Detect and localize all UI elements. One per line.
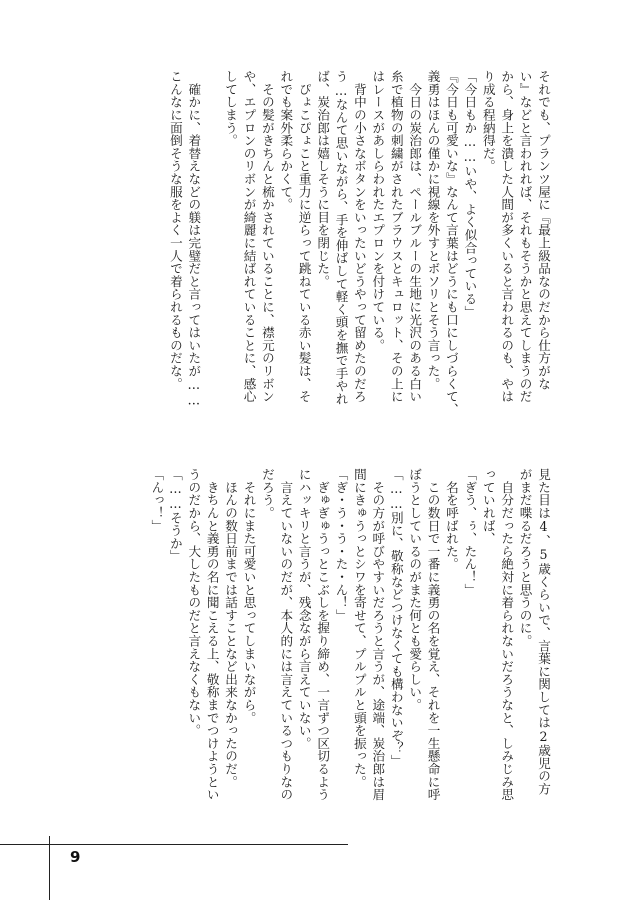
- text-line: ほんの数日前までは話すことなど出来なかったのだ。: [223, 468, 239, 788]
- text-line: 「……そうか」: [167, 468, 183, 563]
- text-line: っていれば、: [480, 468, 496, 545]
- text-line: 確かに、着替えなどの躾は完璧だと言ってはいたが……: [186, 70, 202, 408]
- text-line: 見た目は4、5歳くらいで、言葉に関しては2歳児の方: [536, 468, 551, 796]
- text-line: 『今日も可愛いな』なんて言葉はどうにも口にしづらくて、: [443, 70, 459, 416]
- footer-rule-horizontal: [0, 844, 348, 845]
- text-block-lower: [147, 468, 552, 803]
- text-block-upper: [165, 70, 552, 465]
- text-line: [202, 70, 220, 465]
- text-line: ぴょこぴょこと重力に逆らって跳ねている赤い髪は、そ: [296, 70, 312, 403]
- text-line: 「今日もか……いや、よく似合っている」: [462, 70, 478, 318]
- text-line: 間にきゅうっとシワを寄せて、プルプルと頭を振った。: [351, 468, 367, 788]
- text-line: から、身上を潰した人間が多くいると言われるのも、やは: [499, 70, 515, 403]
- text-line: う…なんて思いながら、手を伸ばして軽く頭を撫で手やれ: [333, 70, 349, 406]
- text-line: れでも案外柔らかくて。: [278, 70, 294, 211]
- text-line: ぼうとしているのがまた何とも愛らしい。: [407, 468, 423, 712]
- text-line: その方が呼びやすいだろうと言うが、途端、炭治郎は眉: [370, 468, 386, 801]
- text-line: 糸で植物の刺繍がされたブラウスとキュロット、その上に: [388, 70, 404, 403]
- text-line: 名を呼ばれた。: [443, 468, 459, 571]
- text-line: 自分だったら絶対に着られないだろうなと、しみじみ思: [499, 468, 515, 801]
- text-line: 義勇はほんの僅かに視線を外すとボソリとそう言った。: [425, 70, 441, 390]
- text-line: がまだ喋るだろうと思うのに。: [517, 468, 533, 648]
- text-line: だろう。: [259, 468, 275, 520]
- text-line: してしまう。: [223, 70, 239, 147]
- text-line: それでも、プランツ屋に『最上級品なのだから仕方がな: [536, 70, 551, 390]
- text-line: その髪がきちんと梳かされていることに、襟元のリボン: [259, 70, 275, 403]
- text-line: 「んっ！」: [149, 468, 165, 532]
- page-number: 9: [70, 848, 81, 866]
- text-line: 「……別に、敬称などつけなくても構わないぞ？」: [388, 468, 404, 768]
- text-line: 「ぎう、ぅ、たん！」: [462, 468, 478, 596]
- text-line: 言えていないのだが、本人的には言えているつもりなの: [278, 468, 294, 801]
- text-line: こんなに面倒そうな服をよく一人で着られるものだな。: [167, 70, 183, 390]
- text-line: 背中の小さなボタンをいったいどうやって留めたのだろ: [351, 70, 367, 403]
- text-line: はレースがあしらわれたエプロンを付けている。: [370, 70, 386, 352]
- footer-rule-vertical: [49, 836, 50, 900]
- text-line: ば、炭治郎は嬉しそうに目を閉じた。: [315, 70, 331, 288]
- text-line: 今日の炭治郎は、ペールブルーの生地に光沢のある白い: [407, 70, 423, 403]
- text-line: や、エプロンのリボンが綺麗に結ばれていることに、感心: [241, 70, 257, 403]
- text-line: 「ぎ・う・う・た・ん！」: [333, 468, 349, 622]
- text-line: それにまた可愛いと思ってしまいながら。: [241, 468, 257, 724]
- text-line: ぎゅぎゅうっとこぶしを握り締め、一言ずつ区切るよう: [315, 468, 331, 801]
- text-line: り成る程納得だ。: [480, 70, 496, 173]
- text-line: この数日で一番に義勇の名を覚え、それを一生懸命に呼: [425, 468, 441, 801]
- text-line: い』などと言われれば、それもそうかと思えてしまうのだ: [517, 70, 533, 403]
- text-line: きちんと義勇の名に聞こえる上、敬称までつけようとい: [204, 468, 220, 801]
- text-line: うのだから、大したものだと言えなくもない。: [186, 468, 202, 737]
- text-line: にハッキリと言うが、残念ながら言えていない。: [296, 468, 312, 750]
